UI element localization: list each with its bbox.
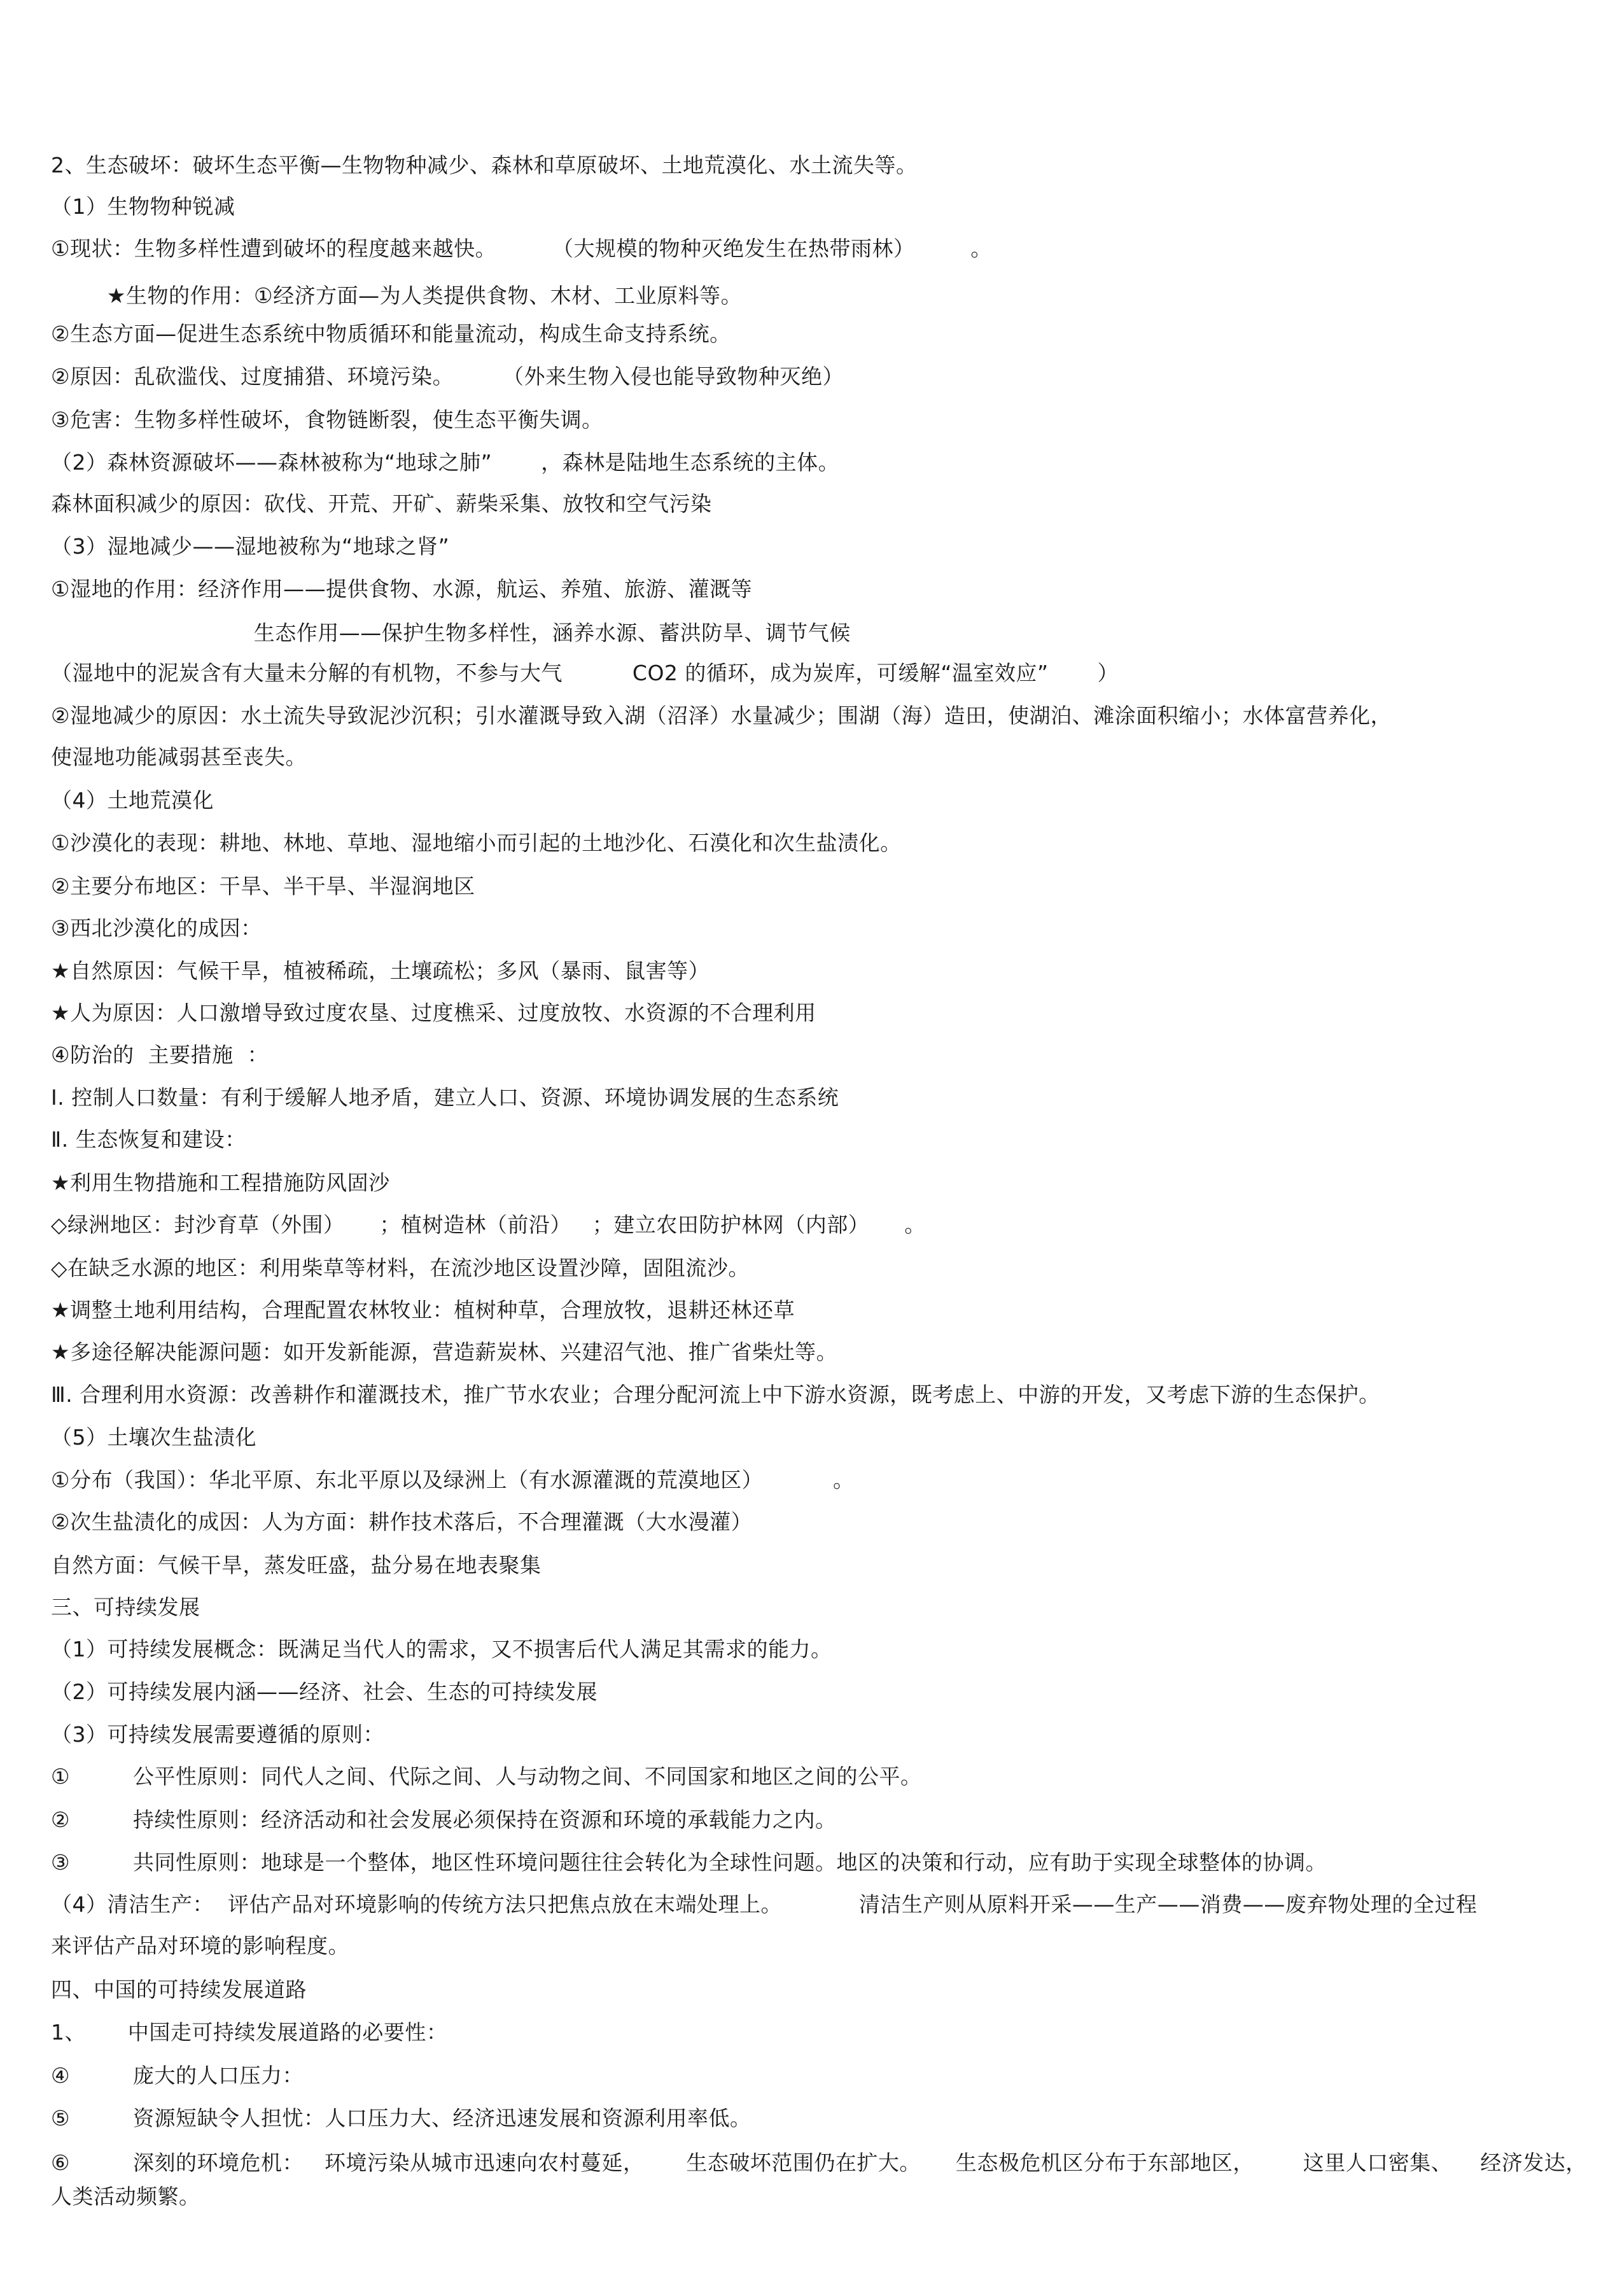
text-line: ③ 共同性原则：地球是一个整体，地区性环境问题往往会转化为全球性问题。地区的决策和行动，应有助于实现全球整体的协调。: [51, 1850, 1327, 1875]
text-line: （3）可持续发展需要遵循的原则：: [51, 1722, 384, 1747]
text-line: （5）土壤次生盐渍化: [51, 1425, 256, 1450]
text-line: ①沙漠化的表现：耕地、林地、草地、湿地缩小而引起的土地沙化、石漠化和次生盐渍化。: [51, 830, 902, 855]
text-line: Ⅱ. 生态恢复和建设：: [51, 1127, 246, 1152]
text-line: ③危害：生物多样性破坏，食物链断裂，使生态平衡失调。: [51, 407, 603, 432]
text-line: ①湿地的作用：经济作用——提供食物、水源，航运、养殖、旅游、灌溉等: [51, 577, 753, 601]
text-line: 2、生态破坏：破坏生态平衡—生物物种减少、森林和草原破坏、土地荒漠化、水土流失等。: [51, 153, 918, 178]
text-line: ◇绿洲地区：封沙育草（外围） ；植树造林（前沿） ；建立农田防护林网（内部） 。: [51, 1212, 926, 1237]
text-line: ⑥ 深刻的环境危机： 环境污染从城市迅速向农村蔓延， 生态破坏范围仍在扩大。 生态极危机区分布于东部地区， 这里人口密集、 经济发达，: [51, 2150, 1587, 2175]
text-line: ②主要分布地区：干旱、半干旱、半湿润地区: [51, 874, 475, 899]
text-line: ②湿地减少的原因：水土流失导致泥沙沉积；引水灌溉导致入湖（沼泽）水量减少；围湖（海）造田，使湖泊、滩涂面积缩小；水体富营养化，: [51, 703, 1392, 728]
text-line: ①分布（我国）：华北平原、东北平原以及绿洲上（有水源灌溉的荒漠地区） 。: [51, 1467, 855, 1492]
text-line: ① 公平性原则：同代人之间、代际之间、人与动物之间、不同国家和地区之间的公平。: [51, 1764, 922, 1789]
text-line: ★生物的作用：①经济方面—为人类提供食物、木材、工业原料等。: [51, 283, 743, 308]
text-line: ★人为原因：人口激增导致过度农垦、过度樵采、过度放牧、水资源的不合理利用: [51, 1000, 816, 1025]
text-line: ★利用生物措施和工程措施防风固沙: [51, 1170, 390, 1195]
text-line: （4）清洁生产： 评估产品对环境影响的传统方法只把焦点放在末端处理上。 清洁生产则从原料开采——生产——消费——废弃物处理的全过程: [51, 1892, 1478, 1917]
text-line: 人类活动频繁。: [51, 2184, 200, 2209]
text-line: 使湿地功能减弱甚至丧失。: [51, 745, 307, 769]
text-line: 四、中国的可持续发展道路: [51, 1977, 307, 2002]
text-line: ④ 庞大的人口压力：: [51, 2063, 304, 2088]
text-line: （湿地中的泥炭含有大量未分解的有机物，不参与大气 CO2 的循环，成为炭库，可缓解“温室效应” ）: [51, 661, 1119, 685]
text-line: （1）可持续发展概念：既满足当代人的需求，又不损害后代人满足其需求的能力。: [51, 1637, 832, 1662]
text-line: （4）土地荒漠化: [51, 788, 214, 813]
text-line: （3）湿地减少——湿地被称为“地球之肾”: [51, 534, 450, 559]
text-line: （2）森林资源破坏——森林被称为“地球之肺” ，森林是陆地生态系统的主体。: [51, 450, 840, 475]
text-line: Ⅲ. 合理利用水资源：改善耕作和灌溉技术，推广节水农业；合理分配河流上中下游水资源，既考虑上、中游的开发，又考虑下游的生态保护。: [51, 1382, 1380, 1407]
text-line: 1、 中国走可持续发展道路的必要性：: [51, 2020, 448, 2045]
text-line: ★多途径解决能源问题：如开发新能源，营造薪炭林、兴建沼气池、推广省柴灶等。: [51, 1340, 838, 1364]
text-line: ★调整土地利用结构，合理配置农林牧业：植树种草，合理放牧，退耕还林还草: [51, 1298, 795, 1322]
text-line: 自然方面：气候干旱，蒸发旺盛，盐分易在地表聚集: [51, 1553, 542, 1578]
text-line: ②生态方面—促进生态系统中物质循环和能量流动，构成生命支持系统。: [51, 321, 731, 346]
text-line: ② 持续性原则：经济活动和社会发展必须保持在资源和环境的承载能力之内。: [51, 1807, 837, 1832]
text-line: 来评估产品对环境的影响程度。: [51, 1933, 349, 1958]
text-line: （1）生物物种锐减: [51, 194, 235, 219]
text-line: ★自然原因：气候干旱，植被稀疏，土壤疏松；多风（暴雨、鼠害等）: [51, 958, 710, 983]
text-line: ⑤ 资源短缺令人担忧：人口压力大、经济迅速发展和资源利用率低。: [51, 2106, 752, 2131]
text-line: （2）可持续发展内涵——经济、社会、生态的可持续发展: [51, 1679, 598, 1704]
text-line: 生态作用——保护生物多样性，涵养水源、蓄洪防旱、调节气候: [51, 620, 851, 645]
text-line: ④防治的 主要措施 ：: [51, 1042, 269, 1067]
text-line: ②原因：乱砍滥伐、过度捕猎、环境污染。 （外来生物入侵也能导致物种灭绝）: [51, 364, 844, 389]
text-line: Ⅰ. 控制人口数量：有利于缓解人地矛盾，建立人口、资源、环境协调发展的生态系统: [51, 1085, 839, 1110]
text-line: 三、可持续发展: [51, 1595, 200, 1620]
text-line: ③西北沙漠化的成因：: [51, 916, 262, 941]
text-line: 森林面积减少的原因：砍伐、开荒、开矿、薪柴采集、放牧和空气污染: [51, 491, 712, 516]
text-line: ◇在缺乏水源的地区：利用柴草等材料，在流沙地区设置沙障，固阻流沙。: [51, 1256, 750, 1280]
text-line: ①现状：生物多样性遭到破坏的程度越来越快。 （大规模的物种灭绝发生在热带雨林） 。: [51, 236, 992, 261]
text-line: ②次生盐渍化的成因：人为方面：耕作技术落后，不合理灌溉（大水漫灌）: [51, 1509, 753, 1534]
